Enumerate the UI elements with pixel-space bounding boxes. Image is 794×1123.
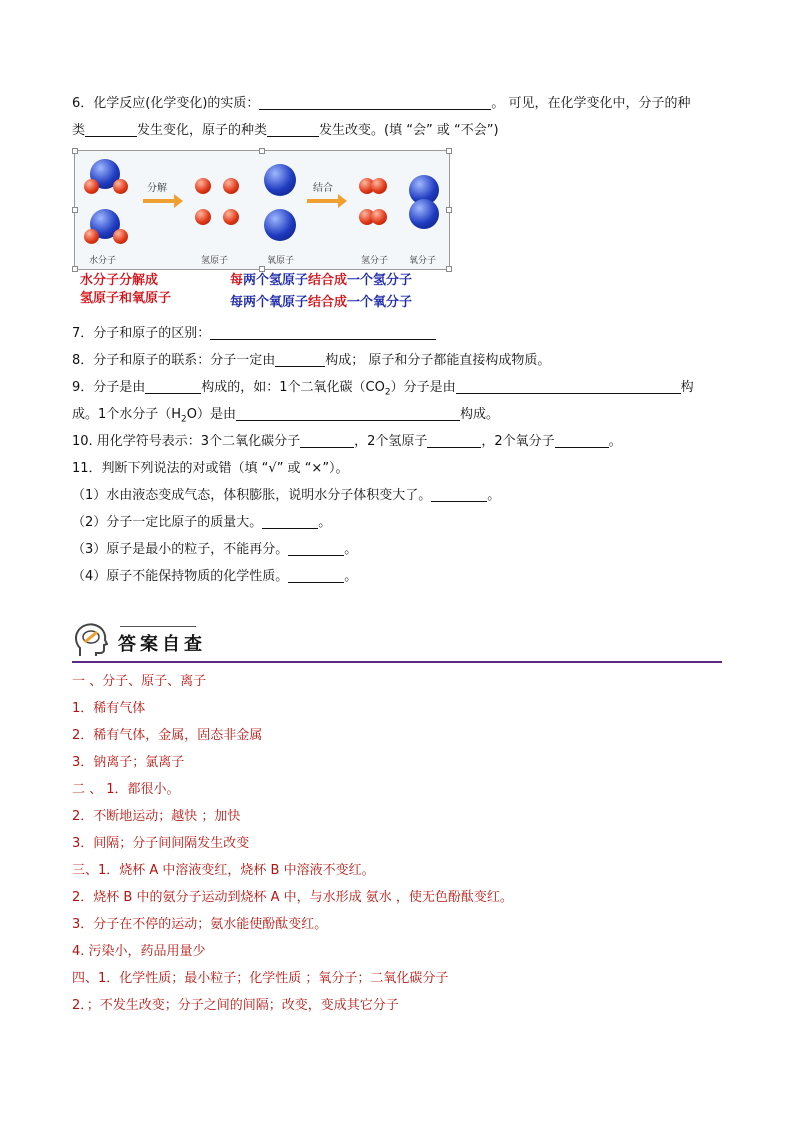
hydrogen-atom-ball	[223, 209, 239, 225]
label-o-atom: 氧原子	[267, 256, 295, 266]
q8-line	[72, 352, 550, 370]
hydrogen-atom-ball	[195, 209, 211, 225]
q11-1-period: 。	[487, 488, 501, 503]
q9-text-a: 9．分子是由	[72, 380, 146, 395]
label-water-molecule: 水分子	[89, 256, 117, 266]
q8-text-b: 构成； 原子和分子都能直接构成物质。	[325, 353, 551, 368]
caption-word: 两个氢原子	[243, 273, 309, 288]
resize-handle[interactable]	[72, 266, 78, 272]
q10-text-d: 。	[608, 434, 622, 449]
q11-1-line	[72, 487, 500, 505]
q11-1-text: （1）水由液态变成气态，体积膨胀，说明水分子体积变大了。	[72, 488, 432, 503]
q6-line1	[72, 95, 691, 113]
q11-3-blank[interactable]	[288, 541, 344, 556]
q11-4-text: （4）原子不能保持物质的化学性质。	[72, 569, 289, 584]
label-h-atom: 氢原子	[201, 256, 229, 266]
oxygen-atom-ball	[264, 209, 296, 241]
oxygen-atom-ball	[409, 199, 439, 229]
combine-arrow-icon	[307, 199, 339, 203]
q10-blank-2[interactable]	[427, 433, 481, 448]
caption-left-1: 水分子分解成	[80, 273, 159, 288]
q7-line	[72, 325, 436, 343]
q11-2-line	[72, 514, 331, 532]
label-h-molecule: 氢分子	[361, 256, 389, 266]
caption-word: 一个氢分子	[347, 273, 413, 288]
caption-word: 每	[230, 273, 244, 288]
q9-blank-1[interactable]	[145, 379, 201, 394]
resize-handle[interactable]	[446, 207, 452, 213]
q11-3-period: 。	[344, 542, 358, 557]
caption-right-2	[230, 294, 412, 312]
answer-section-title: 答案自查	[118, 634, 206, 655]
caption-word: 一个氧分子	[347, 295, 413, 310]
hydrogen-atom-ball	[371, 178, 387, 194]
q11-2-period: 。	[318, 515, 332, 530]
q9-text-g: 构成。	[460, 407, 500, 422]
q11-3-line	[72, 541, 357, 559]
head-icon	[74, 622, 108, 660]
q6-text-e: 发生改变。(填 “会” 或 “不会”)	[319, 123, 499, 138]
q9-text-b: 构成的，如：1个二氧化碳（CO	[201, 380, 385, 395]
q11-4-period: 。	[344, 569, 358, 584]
hydrogen-atom-ball	[371, 209, 387, 225]
answer-line: 四、1．化学性质；最小粒子；化学性质 ；氧分子；二氧化碳分子	[72, 971, 449, 986]
resize-handle[interactable]	[446, 266, 452, 272]
caption-word: 两个氧原子	[243, 295, 309, 310]
q7-blank[interactable]	[210, 325, 436, 340]
resize-handle[interactable]	[446, 148, 452, 154]
decompose-arrow-icon	[143, 199, 175, 203]
q6-text-d: 发生变化，原子的种类	[137, 123, 268, 138]
q6-blank-3[interactable]	[267, 122, 319, 137]
q9-text-d: 构	[680, 380, 694, 395]
q10-line	[72, 433, 622, 451]
hydrogen-atom-ball	[223, 178, 239, 194]
answer-line: 2．稀有气体，金属，固态非金属	[72, 728, 263, 743]
caption-right-1	[230, 272, 412, 290]
caption-left-2: 氢原子和氧原子	[80, 291, 172, 306]
q11-3-text: （3）原子是最小的粒子，不能再分。	[72, 542, 289, 557]
q8-blank[interactable]	[275, 352, 325, 367]
q10-blank-3[interactable]	[555, 433, 609, 448]
answer-line: 二 、 1．都很小。	[72, 782, 180, 797]
q6-text-c: 类	[72, 123, 86, 138]
caption-word: 结合成	[308, 295, 348, 310]
answer-line: 2．；不发生改变；分子之间的间隔；改变，变成其它分子	[72, 998, 399, 1013]
q6-line2	[72, 122, 499, 140]
q9-blank-2[interactable]	[456, 379, 681, 394]
answer-line: 3．钠离子；氯离子	[72, 755, 185, 770]
q10-text-c: ，2个氧分子	[481, 434, 555, 449]
q11-2-text: （2）分子一定比原子的质量大。	[72, 515, 263, 530]
q7-text: 7．分子和原子的区别：	[72, 326, 211, 341]
caption-word: 结合成	[308, 273, 348, 288]
answer-line: 3．间隔；分子间间隔发生改变	[72, 836, 250, 851]
q9-line2	[72, 406, 499, 429]
q11-2-blank[interactable]	[262, 514, 318, 529]
label-o-molecule: 氧分子	[409, 256, 437, 266]
answer-line: 一 、分子、原子、离子	[72, 674, 207, 689]
q9-line1	[72, 379, 694, 402]
resize-handle[interactable]	[72, 148, 78, 154]
label-combine: 结合	[313, 183, 333, 194]
answer-line: 4. 污染小，药品用量少	[72, 944, 206, 959]
q9-blank-3[interactable]	[236, 406, 460, 421]
hydrogen-atom-ball	[84, 179, 99, 194]
section-divider	[72, 661, 722, 663]
label-decompose: 分解	[147, 183, 167, 194]
resize-handle[interactable]	[72, 207, 78, 213]
q6-blank-2[interactable]	[85, 122, 137, 137]
q9-subscript-2: 2	[181, 414, 187, 425]
q11-text: 11．判断下列说法的对或错（填 “√” 或 “×”）。	[72, 461, 349, 476]
q10-text-b: ，2个氢原子	[354, 434, 428, 449]
q9-text-e: 成。1个水分子（H	[72, 407, 182, 422]
reaction-diagram	[74, 150, 450, 270]
hydrogen-atom-ball	[113, 229, 128, 244]
title-overline	[120, 626, 196, 627]
q9-subscript: 2	[384, 387, 391, 398]
answer-line: 三、1．烧杯 A 中溶液变红，烧杯 B 中溶液不变红。	[72, 863, 375, 878]
hydrogen-atom-ball	[84, 229, 99, 244]
q11-4-line	[72, 568, 357, 586]
answer-line: 2．烧杯 B 中的氨分子运动到烧杯 A 中，与水形成 氨水 ，使无色酚酞变红。	[72, 890, 513, 905]
oxygen-atom-ball	[264, 164, 296, 196]
caption-word: 每	[230, 295, 244, 310]
answer-line: 3．分子在不停的运动；氨水能使酚酞变红。	[72, 917, 328, 932]
answer-line: 1．稀有气体	[72, 701, 146, 716]
q9-text-c: ）分子是由	[390, 380, 456, 395]
q9-text-f: O）是由	[186, 407, 237, 422]
hydrogen-atom-ball	[195, 178, 211, 194]
q6-text-b: 。 可见，在化学变化中，分子的种	[491, 96, 691, 111]
q11-1-blank[interactable]	[431, 487, 487, 502]
hydrogen-atom-ball	[113, 179, 128, 194]
q11-4-blank[interactable]	[288, 568, 344, 583]
q6-text-a: 6．化学反应(化学变化)的实质：	[72, 96, 260, 111]
q10-text-a: 10. 用化学符号表示：3个二氧化碳分子	[72, 434, 301, 449]
resize-handle[interactable]	[259, 148, 265, 154]
q10-blank-1[interactable]	[300, 433, 354, 448]
q6-blank-1[interactable]	[259, 95, 491, 110]
q8-text-a: 8．分子和原子的联系：分子一定由	[72, 353, 276, 368]
q11-line	[72, 460, 349, 478]
answer-line: 2．不断地运动；越快 ；加快	[72, 809, 241, 824]
